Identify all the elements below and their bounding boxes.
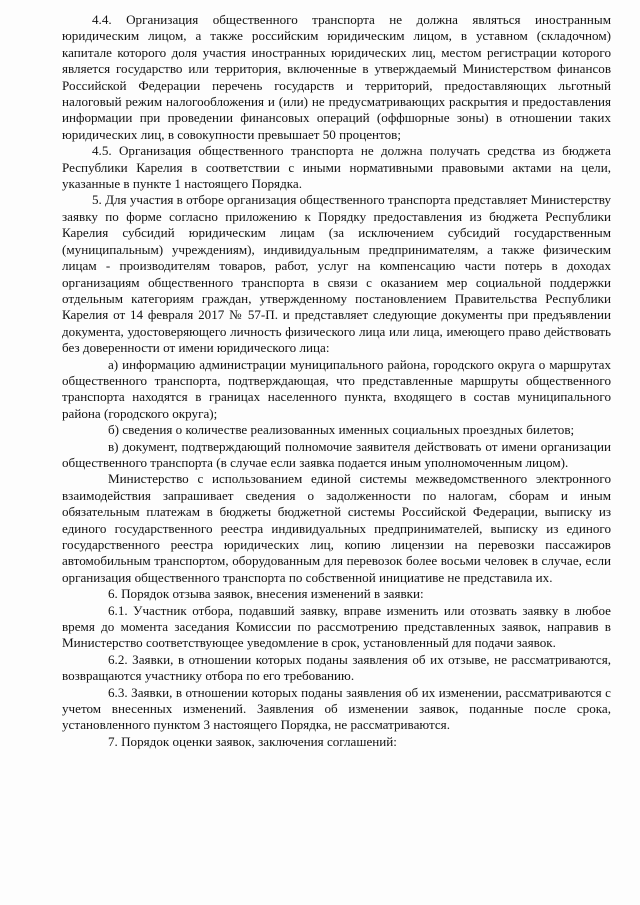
paragraph-4-4: 4.4. Организация общественного транспорта не должна являться иностранным юридическим лицом, а также российским юридическим лицом, в уставном (складочном) капитале которого доля участия иностранных юридических лиц, местом регистрации которого является государство или территория, включенные в утверждаемый Министерством финансов Российской Федерации перечень государств и территорий, предоставляющих льготный налоговый режим налогообложения и (или) не предусматривающих раскрытия и предоставления информации при проведении финансовых операций (оффшорные зоны) в отношении таких юридических лиц, в совокупности превышает 50 процентов; — [62, 12, 611, 142]
paragraph-5: 5. Для участия в отборе организация общественного транспорта представляет Министерству заявку по форме согласно приложению к Порядку предоставления из бюджета Республики Карелия субсидий юридическим лицам (за исключением субсидий государственным (муниципальным) учреждениям), индивидуальным предпринимателям, а также физическим лицам - производителям товаров, работ, услуг на компенсацию части потерь в доходах организациям общественного транспорта в связи с оказанием мер социальной поддержки отдельным категориям граждан, утвержденному постановлением Правительства Республики Карелия от 14 февраля 2017 № 57-П. и представляет следующие документы при предъявлении документа, удостоверяющего личность физического лица или лица, имеющего право действовать без доверенности от имени юридического лица: — [62, 192, 611, 356]
paragraph-6: 6. Порядок отзыва заявок, внесения изменений в заявки: — [108, 586, 424, 602]
paragraph-4-5: 4.5. Организация общественного транспорта не должна получать средства из бюджета Республики Карелия в соответствии с иными нормативными правовыми актами на цели, указанные в пункте 1 настоящего Порядка. — [62, 143, 611, 192]
document-body — [62, 12, 611, 750]
paragraph-6-3: 6.3. Заявки, в отношении которых поданы заявления об их изменении, рассматриваются с учетом внесенных изменений. Заявления об изменении заявок, поданные после срока, установленного пунктом 3 настоящего Порядка, не рассматриваются. — [62, 684, 611, 733]
paragraph-7: 7. Порядок оценки заявок, заключения соглашений: — [108, 733, 397, 749]
paragraph-5-b: б) сведения о количестве реализованных именных социальных проездных билетов; — [108, 422, 575, 438]
paragraph-5-a: а) информацию администрации муниципального района, городского округа о маршрутах общественного транспорта, подтверждающая, что представленные маршруты общественного транспорта находятся в границах населенного пункта, входящего в состав муниципального района (городского округа); — [62, 356, 611, 421]
paragraph-5-v: в) документ, подтверждающий полномочие заявителя действовать от имени организации общественного транспорта (в случае если заявка подается иным уполномоченным лицом). — [62, 438, 611, 470]
paragraph-6-2: 6.2. Заявки, в отношении которых поданы заявления об их отзыве, не рассматриваются, возвращаются участнику отбора по его требованию. — [62, 651, 611, 684]
paragraph-6-1: 6.1. Участник отбора, подавший заявку, вправе изменить или отозвать заявку в любое время до момента заседания Комиссии по рассмотрению представленных заявок, направив в Министерство соответствующее уведомление в срок, установленный для подачи заявок. — [62, 602, 611, 651]
paragraph-ministry-requests: Министерство с использованием единой системы межведомственного электронного взаимодействия запрашивает сведения о задолженности по налогам, сборам и иным обязательным платежам в бюджеты бюджетной системы Российской Федерации, выписку из единого государственного реестра индивидуальных предпринимателей, выписку из единого государственного реестра юридических лиц, копию лицензии на перевозки пассажиров автомобильным транспортом, оборудованным для перевозок более восьми человек в случае, если организация общественного транспорта по собственной инициативе не представила их. — [62, 471, 611, 585]
